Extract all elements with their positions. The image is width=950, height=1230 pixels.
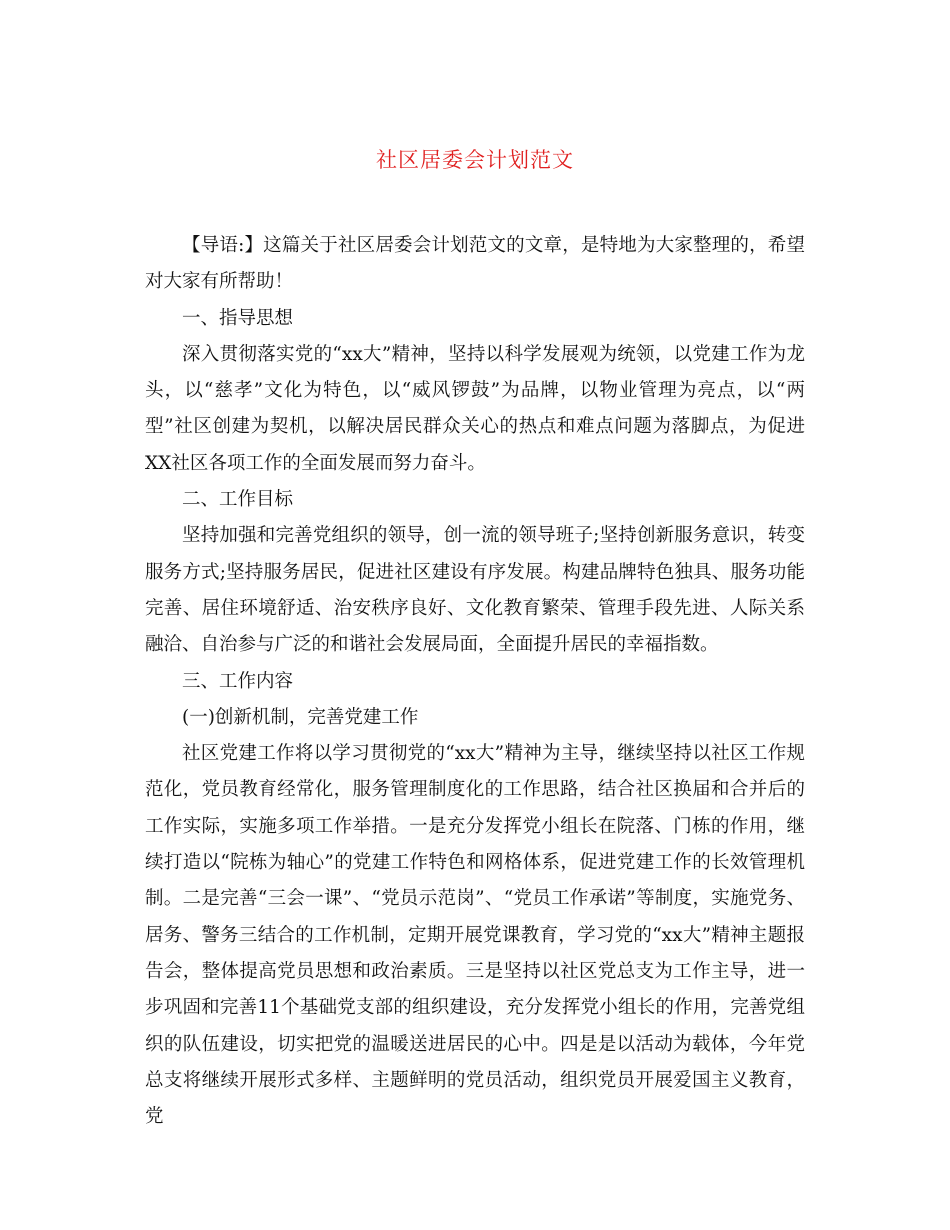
section-heading-work-goals: 二、工作目标	[182, 489, 294, 511]
document-body	[145, 228, 805, 1135]
body-paragraph: 坚持加强和完善党组织的领导，创一流的领导班子;坚持创新服务意识，转变服务方式;坚持服务居民，促进社区建设有序发展。构建品牌特色独具、服务功能完善、居住环境舒适、治安秩序良好、文化教育繁荣、管理手段先进、人际关系融洽、自治参与广泛的和谐社会发展局面，全面提升居民的幸福指数。	[145, 525, 805, 656]
section-heading-guiding-ideology: 一、指导思想	[182, 307, 294, 329]
body-paragraph: 社区党建工作将以学习贯彻党的“xx大”精神为主导，继续坚持以社区工作规范化，党员教育经常化，服务管理制度化的工作思路，结合社区换届和合并后的工作实际，实施多项工作举措。一是充分发挥党小组长在院落、门栋的作用，继续打造以“院栋为轴心”的党建工作特色和网格体系，促进党建工作的长效管理机制。二是完善“三会一课”、“党员示范岗”、“党员工作承诺”等制度，实施党务、居务、警务三结合的工作机制，定期开展党课教育，学习党的“xx大”精神主题报告会，整体提高党员思想和政治素质。三是坚持以社区党总支为工作主导，进一步巩固和完善11个基础党支部的组织建设，充分发挥党小组长的作用，完善党组织的队伍建设，切实把党的温暖送进居民的心中。四是是以活动为载体，今年党总支将继续开展形式多样、主题鲜明的党员活动，组织党员开展爱国主义教育，党	[145, 743, 805, 1128]
subsection-heading: (一)创新机制，完善党建工作	[182, 706, 419, 728]
section-heading-work-content: 三、工作内容	[182, 670, 294, 692]
intro-paragraph: 【导语:】这篇关于社区居委会计划范文的文章，是特地为大家整理的，希望对大家有所帮助！	[145, 235, 805, 293]
body-paragraph: 深入贯彻落实党的“xx大”精神，坚持以科学发展观为统领，以党建工作为龙头，以“慈孝”文化为特色，以“威风锣鼓”为品牌，以物业管理为亮点，以“两型”社区创建为契机，以解决居民群众关心的热点和难点问题为落脚点，为促进XX社区各项工作的全面发展而努力奋斗。	[145, 343, 805, 474]
document-title: 社区居委会计划范文	[376, 148, 574, 172]
